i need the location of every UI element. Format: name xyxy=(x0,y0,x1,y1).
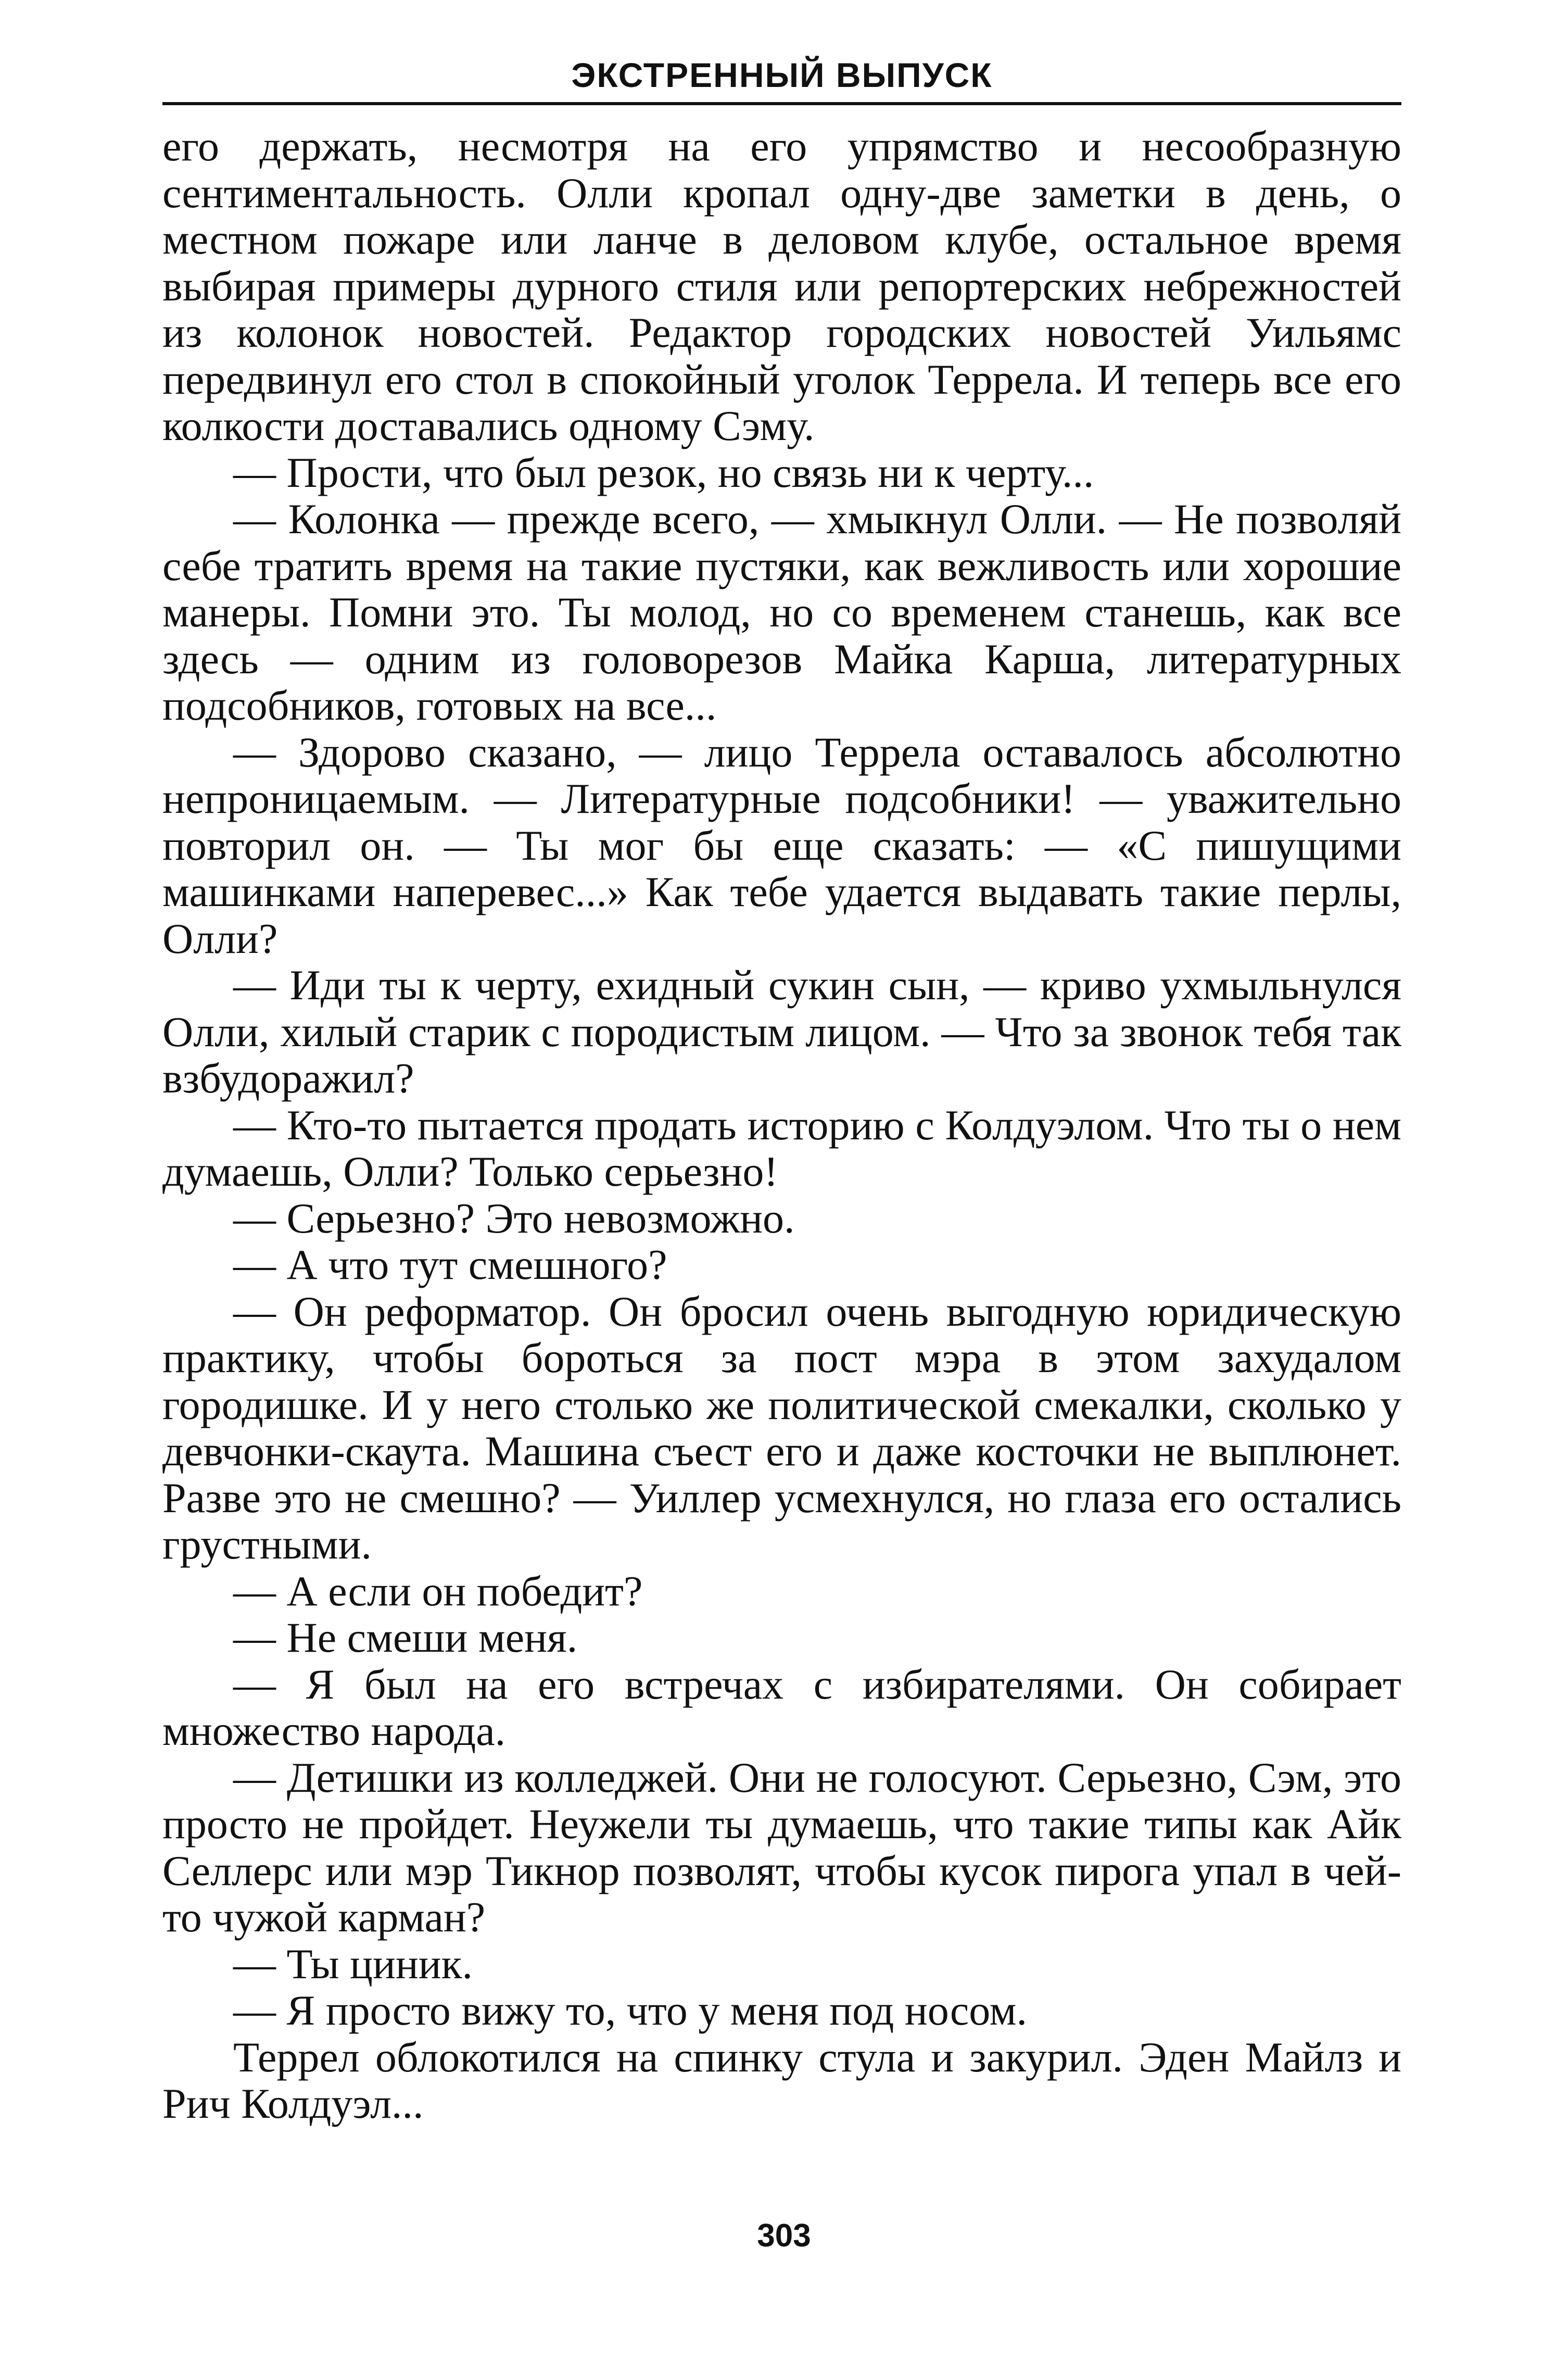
paragraph: — А что тут смешного? xyxy=(233,1241,667,1288)
paragraph: — Прости, что был резок, но связь ни к черту... xyxy=(233,448,1094,496)
paragraph: — А если он победит? xyxy=(233,1567,643,1615)
paragraph: его держать, несмотря на его упрямство и несообразную сентиментальность. Олли кропал одну-две заметки в день, о местном пожаре или ланче в деловом клубе, остальное время выбирая примеры дурного стиля или репортерских небрежностей из колонок новостей. Редактор городских новостей Уильямс передвинул его стол в спокойный уголок Террела. И теперь все его колкости доставались одному Сэму. xyxy=(162,122,1401,449)
header-rule xyxy=(162,102,1401,105)
paragraph: — Детишки из колледжей. Они не голосуют. Серьезно, Сэм, это просто не пройдет. Неужели ты думаешь, что такие типы как Айк Селлерс или мэр Тикнор позволят, чтобы кусок пирога упал в чей-то чужой карман? xyxy=(162,1753,1401,1941)
paragraph: — Не смеши меня. xyxy=(233,1614,578,1661)
paragraph: — Кто-то пытается продать историю с Колдуэлом. Что ты о нем думаешь, Олли? Только серьезно! xyxy=(162,1101,1401,1195)
paragraph: — Серьезно? Это невозможно. xyxy=(233,1194,795,1242)
book-page xyxy=(162,52,1401,2127)
paragraph: — Колонка — прежде всего, — хмыкнул Олли. — Не позволяй себе тратить время на такие пустяки, как вежливость или хорошие манеры. Помни это. Ты молод, но со временем станешь, как все здесь — одним из головорезов Майка Карша, литературных подсобников, готовых на все... xyxy=(162,495,1401,729)
body-text xyxy=(162,123,1401,2127)
paragraph: — Он реформатор. Он бросил очень выгодную юридическую практику, чтобы бороться за пост мэра в этом захудалом городишке. И у него столько же политической смекалки, сколько у девчонки-скаута. Машина съест его и даже косточки не выплюнет. Разве это не смешно? — Уиллер усмехнулся, но глаза его остались грустными. xyxy=(162,1287,1401,1568)
paragraph: — Здорово сказано, — лицо Террела оставалось абсолютно непроницаемым. — Литературные подсобники! — уважительно повторил он. — Ты мог бы еще сказать: — «С пишущими машинками наперевес...» Как тебе удается выдавать такие перлы, Олли? xyxy=(162,728,1401,962)
page-number: 303 xyxy=(757,2218,811,2254)
paragraph: — Я был на его встречах с избирателями. Он собирает множество народа. xyxy=(162,1660,1401,1754)
running-title: ЭКСТРЕННЫЙ ВЫПУСК xyxy=(571,56,993,94)
paragraph: — Иди ты к черту, ехидный сукин сын, — криво ухмыльнулся Олли, хилый старик с породистым лицом. — Что за звонок тебя так взбудоражил? xyxy=(162,961,1401,1102)
paragraph: — Я просто вижу то, что у меня под носом. xyxy=(233,1987,1028,2034)
paragraph: — Ты циник. xyxy=(233,1940,473,1988)
paragraph: Террел облокотился на спинку стула и закурил. Эден Майлз и Рич Колдуэл... xyxy=(162,2033,1401,2127)
